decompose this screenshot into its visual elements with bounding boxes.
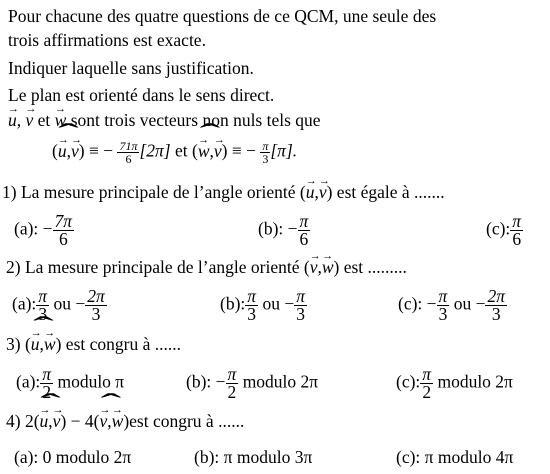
q2-option-a[interactable]: (a): $\frac{\pi}{3}$ ou − $\frac{2\pi}{3}$: [12, 286, 105, 324]
question-1: 1) La mesure principale de l’angle orienté (→ u,→ v) est égale à .......: [2, 182, 445, 202]
q3-option-b[interactable]: (b): − $\frac{\pi}{2}$ modulo 2π: [186, 364, 319, 402]
intro-et: et: [37, 110, 51, 130]
q1-option-a[interactable]: (a): − $\frac{7\pi}{6}$: [14, 211, 73, 249]
intro-line-4: Le plan est orienté dans le sens direct.: [8, 85, 275, 105]
intro-line-3: Indiquer laquelle sans justification.: [8, 58, 254, 78]
intro-line-5-text: sont trois vecteurs non nuls tels que: [70, 110, 321, 130]
q4-option-c[interactable]: (c): π modulo 4π: [396, 447, 514, 467]
q3-option-c[interactable]: (c): $\frac{\pi}{2}$ modulo 2π: [396, 364, 513, 402]
question-4: 4) 2(→ u,→ v ˆ) − 4(→ v,→ w ˆ)est congru à ......: [6, 411, 244, 431]
given-frac-1: $\frac{71\pi}{6}$: [119, 139, 138, 166]
question-3: 3) (→ u,→ w ˆ) est congru à ......: [6, 334, 181, 354]
question-2: 2) La mesure principale de l’angle orienté (→ v,→ w) est .........: [6, 257, 407, 277]
vector-v: → v: [26, 110, 34, 130]
q2-option-b[interactable]: (b): $\frac{\pi}{3}$ ou − $\frac{\pi}{3}$: [220, 286, 305, 324]
q2-option-c[interactable]: (c): − $\frac{\pi}{3}$ ou − $\frac{2\pi}{3}$: [398, 286, 505, 324]
given-relations: (→ u,→ v ˆ) ≡ − $\frac{71\pi}{6}$ [2π] et (→ w,→ v ˆ) ≡ − $\frac{\pi}{3}$ [π].: [52, 140, 297, 165]
q1-option-c[interactable]: (c): $\frac{\pi}{6}$: [486, 211, 522, 249]
intro-line-2: trois affirmations est exacte.: [8, 30, 206, 50]
q4-option-b[interactable]: (b): π modulo 3π: [194, 447, 313, 467]
q3-option-a[interactable]: (a): $\frac{\pi}{2}$ modulo π: [16, 364, 125, 402]
given-frac-2: $\frac{\pi}{3}$: [262, 139, 269, 166]
vector-w: → w: [55, 110, 67, 130]
q4-option-a[interactable]: (a): 0 modulo 2π: [14, 447, 132, 467]
q1-option-b[interactable]: (b): − $\frac{\pi}{6}$: [258, 211, 309, 249]
intro-line-1: Pour chacune des quatre questions de ce QCM, une seule des: [8, 6, 437, 26]
vector-u: → u: [8, 110, 17, 130]
intro-line-5: → u, → v et → w sont trois vecteurs non nuls tels que: [8, 110, 321, 130]
